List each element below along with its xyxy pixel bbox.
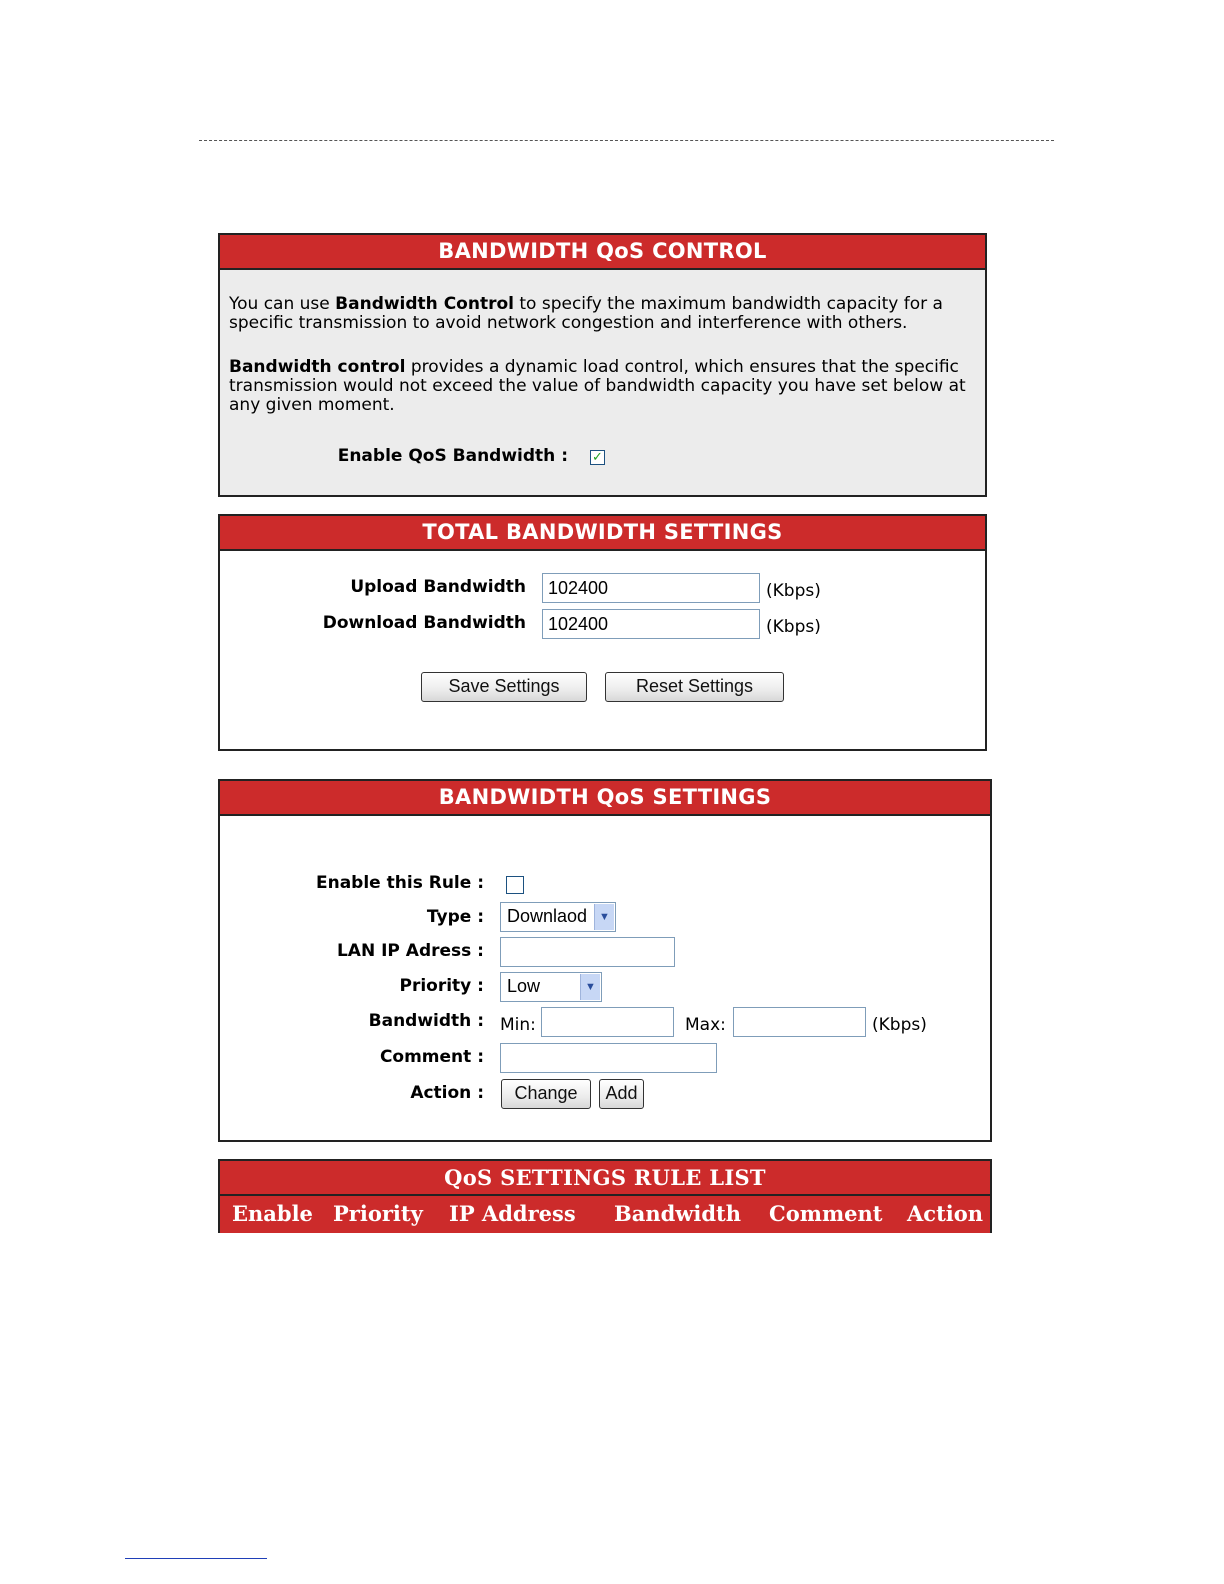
enable-qos-checkbox[interactable]: ✓ xyxy=(590,450,605,465)
action-label: Action : xyxy=(410,1083,484,1103)
max-label: Max: xyxy=(685,1015,726,1035)
footnote-rule xyxy=(125,1558,267,1559)
chevron-down-icon[interactable]: ▼ xyxy=(580,974,600,1000)
min-label: Min: xyxy=(500,1015,536,1035)
reset-settings-button[interactable]: Reset Settings xyxy=(605,672,784,702)
enable-rule-label: Enable this Rule : xyxy=(316,873,484,893)
upload-bandwidth-label: Upload Bandwidth xyxy=(350,577,526,597)
qos-settings-panel xyxy=(218,779,992,1142)
column-header-ip-address: IP Address xyxy=(449,1201,576,1226)
max-bandwidth-input[interactable] xyxy=(733,1007,866,1037)
add-button[interactable]: Add xyxy=(599,1079,644,1109)
column-header-priority: Priority xyxy=(333,1201,423,1226)
upload-unit-label: (Kbps) xyxy=(766,581,821,601)
download-bandwidth-label: Download Bandwidth xyxy=(322,613,526,633)
page-top-divider xyxy=(199,140,1054,141)
qos-control-intro-text xyxy=(229,295,973,333)
min-bandwidth-input[interactable] xyxy=(541,1007,674,1037)
chevron-down-icon[interactable]: ▼ xyxy=(594,904,614,930)
priority-select[interactable] xyxy=(500,972,602,1002)
intro-text-rest: to specify the maximum bandwidth capacity for a specific transmission to avoid network congestion and interference with others. xyxy=(229,294,943,333)
qos-control-title: BANDWIDTH QoS CONTROL xyxy=(220,235,985,270)
upload-bandwidth-input[interactable]: 102400 xyxy=(542,573,760,603)
priority-label: Priority : xyxy=(399,976,484,996)
description-text-rest: provides a dynamic load control, which ensures that the specific transmission would not exceed the value of bandwidth capacity you have set below at any given moment. xyxy=(229,357,966,415)
qos-settings-title: BANDWIDTH QoS SETTINGS xyxy=(220,781,990,816)
column-header-bandwidth: Bandwidth xyxy=(614,1201,742,1226)
save-settings-button[interactable]: Save Settings xyxy=(421,672,587,702)
type-select-value: Downlaod xyxy=(507,906,588,926)
rule-list-header-row xyxy=(220,1196,990,1233)
type-select[interactable] xyxy=(500,902,616,932)
type-label: Type : xyxy=(426,907,484,927)
column-header-comment: Comment xyxy=(769,1201,883,1226)
download-bandwidth-input[interactable]: 102400 xyxy=(542,609,760,639)
column-header-enable: Enable xyxy=(232,1201,313,1226)
total-bandwidth-panel xyxy=(218,514,987,751)
priority-select-value: Low xyxy=(507,976,541,996)
bandwidth-label: Bandwidth : xyxy=(368,1011,484,1031)
lan-ip-input[interactable] xyxy=(500,937,675,967)
rule-list-panel xyxy=(218,1159,992,1233)
enable-qos-label: Enable QoS Bandwidth : xyxy=(337,446,568,466)
column-header-action: Action xyxy=(907,1201,984,1226)
intro-text-start: You can use xyxy=(229,294,336,314)
intro-text-bold: Bandwidth Control xyxy=(335,294,514,314)
enable-rule-checkbox[interactable] xyxy=(506,876,524,894)
qos-control-panel xyxy=(218,233,987,497)
change-button[interactable]: Change xyxy=(501,1079,591,1109)
description-text-bold: Bandwidth control xyxy=(229,357,406,377)
bandwidth-unit-label: (Kbps) xyxy=(872,1015,927,1035)
total-bandwidth-title: TOTAL BANDWIDTH SETTINGS xyxy=(220,516,985,551)
download-unit-label: (Kbps) xyxy=(766,617,821,637)
lan-ip-label: LAN IP Adress : xyxy=(336,941,484,961)
qos-control-description-text xyxy=(229,358,973,415)
rule-list-title: QoS SETTINGS RULE LIST xyxy=(220,1161,990,1196)
comment-input[interactable] xyxy=(500,1043,717,1073)
comment-label: Comment : xyxy=(379,1047,484,1067)
